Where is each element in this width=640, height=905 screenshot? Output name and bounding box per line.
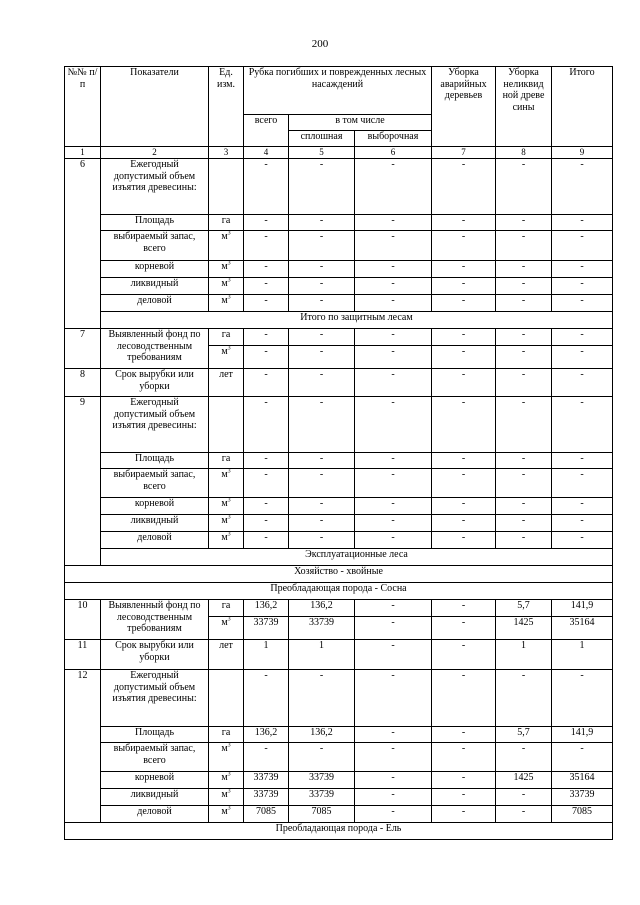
table-cell: 5,7: [496, 727, 552, 743]
row-number: 8: [65, 369, 101, 397]
table-cell: 141,9: [552, 600, 613, 617]
table-cell: 33739: [289, 772, 355, 789]
table-row: [65, 670, 613, 727]
table-cell: -: [355, 346, 432, 369]
table-cell: -: [432, 789, 496, 806]
table-cell: -: [496, 397, 552, 453]
header-emergency: Уборка аварийных деревьев: [432, 67, 496, 147]
table-cell: -: [289, 346, 355, 369]
table-cell: -: [432, 369, 496, 397]
table-cell: -: [552, 231, 613, 261]
table-cell: -: [355, 498, 432, 515]
table-cell: -: [289, 670, 355, 727]
table-cell: -: [496, 346, 552, 369]
table-cell: -: [244, 397, 289, 453]
table-cell: -: [552, 397, 613, 453]
col-number: 9: [552, 147, 613, 159]
unit-cell: $м^3$: [209, 515, 244, 532]
table-cell: -: [432, 532, 496, 549]
table-cell: -: [496, 789, 552, 806]
table-cell: -: [496, 498, 552, 515]
header-indicator: Показатели: [101, 67, 209, 147]
indicator-label: Ежегодный допустимый объем изъятия древесины:: [101, 397, 209, 453]
table-cell: 136,2: [244, 727, 289, 743]
indicator-label: Срок вырубки или уборки: [101, 369, 209, 397]
table-cell: -: [244, 346, 289, 369]
table-cell: -: [496, 806, 552, 823]
table-cell: -: [289, 532, 355, 549]
header-nonliquid: Уборка нeликвид ной древе сины: [496, 67, 552, 147]
indicator-label: Площадь: [101, 453, 209, 469]
unit-cell: $м^3$: [209, 617, 244, 640]
table-cell: -: [552, 369, 613, 397]
table-cell: -: [355, 278, 432, 295]
table-cell: -: [289, 278, 355, 295]
table-row: [65, 397, 613, 453]
table-cell: -: [244, 278, 289, 295]
table-cell: -: [244, 215, 289, 231]
table-cell: -: [432, 159, 496, 215]
table-cell: -: [496, 261, 552, 278]
table-cell: -: [244, 261, 289, 278]
col-number: 5: [289, 147, 355, 159]
table-cell: -: [355, 329, 432, 346]
col-number: 3: [209, 147, 244, 159]
table-row: [65, 515, 613, 532]
header-including: в том числе: [289, 115, 432, 131]
unit-cell: $м^3$: [209, 743, 244, 772]
unit-cell: га: [209, 329, 244, 346]
indicator-label: ликвидный: [101, 789, 209, 806]
table-cell: -: [355, 600, 432, 617]
table-cell: -: [432, 453, 496, 469]
indicator-label: корневой: [101, 498, 209, 515]
table-cell: -: [432, 727, 496, 743]
table-cell: -: [244, 453, 289, 469]
row-number: 11: [65, 640, 101, 670]
header-clear: сплошная: [289, 131, 355, 147]
table-cell: -: [355, 515, 432, 532]
table-cell: -: [244, 469, 289, 498]
table-cell: 33739: [244, 617, 289, 640]
table-cell: -: [552, 215, 613, 231]
indicator-label: деловой: [101, 295, 209, 312]
unit-cell: $м^3$: [209, 231, 244, 261]
table-cell: -: [496, 295, 552, 312]
table-cell: -: [355, 469, 432, 498]
unit-cell: $м^3$: [209, 789, 244, 806]
unit-cell: $м^3$: [209, 278, 244, 295]
table-cell: -: [355, 772, 432, 789]
header-total-all: всего: [244, 115, 289, 147]
unit-cell: $м^3$: [209, 532, 244, 549]
table-cell: -: [289, 261, 355, 278]
table-cell: -: [289, 159, 355, 215]
table-row: [65, 600, 613, 617]
table-cell: -: [432, 498, 496, 515]
indicator-label: Выявленный фонд по лесоводственным требованиям: [101, 329, 209, 369]
indicator-label: выбираемый запас, всего: [101, 469, 209, 498]
section-title: Эксплуатационные леса: [101, 549, 613, 566]
indicator-label: Ежегодный допустимый объем изъятия древесины:: [101, 159, 209, 215]
table-cell: -: [432, 346, 496, 369]
table-cell: -: [244, 295, 289, 312]
table-row: [65, 278, 613, 295]
table-cell: 35164: [552, 617, 613, 640]
table-cell: -: [496, 159, 552, 215]
unit-cell: лет: [209, 640, 244, 670]
table-cell: -: [432, 295, 496, 312]
table-cell: -: [496, 515, 552, 532]
unit-cell: $м^3$: [209, 469, 244, 498]
section-title: Преобладающая порода - Сосна: [65, 583, 613, 600]
table-row: [65, 295, 613, 312]
table-cell: -: [432, 278, 496, 295]
table-cell: -: [355, 295, 432, 312]
table-cell: 7085: [552, 806, 613, 823]
table-cell: 1425: [496, 772, 552, 789]
table-cell: -: [289, 231, 355, 261]
table-cell: -: [496, 532, 552, 549]
unit-cell: га: [209, 727, 244, 743]
table-row: [65, 329, 613, 346]
table-cell: 35164: [552, 772, 613, 789]
section-title: Итого по защитным лесам: [101, 312, 613, 329]
col-number: 8: [496, 147, 552, 159]
table-cell: -: [496, 231, 552, 261]
section-row: [65, 823, 613, 840]
table-cell: -: [355, 789, 432, 806]
table-cell: -: [355, 453, 432, 469]
column-numbers-row: [65, 147, 613, 159]
table-cell: -: [244, 329, 289, 346]
table-cell: -: [432, 469, 496, 498]
table-cell: -: [552, 329, 613, 346]
header-num: №№ п/п: [65, 67, 101, 147]
table-row: [65, 453, 613, 469]
unit-cell: га: [209, 215, 244, 231]
table-cell: -: [496, 278, 552, 295]
table-cell: -: [432, 231, 496, 261]
table-cell: -: [552, 498, 613, 515]
header-selective: выборочная: [355, 131, 432, 147]
table-cell: -: [355, 261, 432, 278]
indicator-label: корневой: [101, 772, 209, 789]
table-cell: -: [289, 295, 355, 312]
table-cell: -: [496, 329, 552, 346]
indicator-label: Площадь: [101, 727, 209, 743]
table-cell: -: [552, 453, 613, 469]
table-row: [65, 806, 613, 823]
table-cell: -: [552, 532, 613, 549]
table-cell: 1: [552, 640, 613, 670]
table-cell: -: [496, 670, 552, 727]
table-cell: -: [552, 515, 613, 532]
col-number: 2: [101, 147, 209, 159]
table-cell: -: [432, 617, 496, 640]
header-total: Итого: [552, 67, 613, 147]
table-cell: 33739: [244, 772, 289, 789]
table-row: [65, 789, 613, 806]
table-cell: -: [289, 329, 355, 346]
table-cell: -: [432, 261, 496, 278]
col-number: 6: [355, 147, 432, 159]
table-cell: -: [289, 453, 355, 469]
unit-cell: га: [209, 453, 244, 469]
table-cell: -: [432, 329, 496, 346]
table-cell: -: [244, 670, 289, 727]
table-cell: 5,7: [496, 600, 552, 617]
indicator-label: ликвидный: [101, 278, 209, 295]
row-number: 10: [65, 600, 101, 640]
table-cell: -: [355, 727, 432, 743]
table-row: [65, 369, 613, 397]
col-number: 4: [244, 147, 289, 159]
table-cell: -: [432, 772, 496, 789]
table-cell: 1: [244, 640, 289, 670]
row-number: 7: [65, 329, 101, 369]
table-cell: -: [552, 670, 613, 727]
table-cell: -: [355, 159, 432, 215]
unit-cell: $м^3$: [209, 261, 244, 278]
indicator-label: деловой: [101, 532, 209, 549]
table-cell: -: [244, 515, 289, 532]
section-row: [65, 312, 613, 329]
indicator-label: деловой: [101, 806, 209, 823]
table-cell: -: [289, 469, 355, 498]
unit-cell: га: [209, 600, 244, 617]
table-cell: 1425: [496, 617, 552, 640]
table-cell: -: [432, 640, 496, 670]
indicator-label: Выявленный фонд по лесоводственным требованиям: [101, 600, 209, 640]
table-cell: -: [432, 515, 496, 532]
table-cell: -: [244, 159, 289, 215]
row-number: 9: [65, 397, 101, 566]
table-row: [65, 498, 613, 515]
forest-felling-table: [64, 66, 613, 840]
table-cell: -: [552, 159, 613, 215]
header-unit: Ед. изм.: [209, 67, 244, 147]
table-cell: -: [496, 215, 552, 231]
table-cell: -: [355, 743, 432, 772]
table-cell: -: [552, 743, 613, 772]
table-cell: -: [496, 743, 552, 772]
section-title: Преобладающая порода - Ель: [65, 823, 613, 840]
table-cell: -: [244, 498, 289, 515]
table-cell: 141,9: [552, 727, 613, 743]
unit-cell: $м^3$: [209, 806, 244, 823]
table-cell: 7085: [244, 806, 289, 823]
section-row: [65, 583, 613, 600]
table-cell: -: [355, 397, 432, 453]
table-cell: -: [432, 743, 496, 772]
page-number: 200: [311, 38, 329, 50]
table-cell: -: [244, 369, 289, 397]
header-felling: Рубка погибших и поврежденных лесных насаждений: [244, 67, 432, 115]
table-cell: 1: [289, 640, 355, 670]
table-cell: -: [496, 369, 552, 397]
table-row: [65, 215, 613, 231]
table-cell: 136,2: [289, 727, 355, 743]
table-row: [65, 743, 613, 772]
table-cell: -: [244, 532, 289, 549]
indicator-label: ликвидный: [101, 515, 209, 532]
table-cell: 136,2: [289, 600, 355, 617]
indicator-label: Срок вырубки или уборки: [101, 640, 209, 670]
unit-cell: лет: [209, 369, 244, 397]
table-cell: -: [552, 261, 613, 278]
unit-cell: $м^3$: [209, 295, 244, 312]
table-cell: -: [355, 640, 432, 670]
table-cell: -: [432, 215, 496, 231]
indicator-label: Ежегодный допустимый объем изъятия древесины:: [101, 670, 209, 727]
table-cell: 136,2: [244, 600, 289, 617]
table-cell: -: [432, 600, 496, 617]
section-row: [65, 549, 613, 566]
table-cell: -: [432, 397, 496, 453]
table-cell: -: [552, 278, 613, 295]
table-cell: -: [355, 369, 432, 397]
table-cell: -: [289, 215, 355, 231]
table-row: [65, 159, 613, 215]
col-number: 7: [432, 147, 496, 159]
table-cell: -: [432, 806, 496, 823]
table-cell: -: [355, 215, 432, 231]
section-row: [65, 566, 613, 583]
table-cell: -: [552, 346, 613, 369]
col-number: 1: [65, 147, 101, 159]
table-row: [65, 640, 613, 670]
table-row: [65, 727, 613, 743]
row-number: 6: [65, 159, 101, 329]
table-row: [65, 772, 613, 789]
table-cell: -: [355, 806, 432, 823]
table-cell: -: [289, 515, 355, 532]
table-cell: -: [496, 469, 552, 498]
indicator-label: выбираемый запас, всего: [101, 231, 209, 261]
table-cell: -: [552, 469, 613, 498]
table-cell: -: [355, 532, 432, 549]
table-cell: -: [552, 295, 613, 312]
table-cell: -: [244, 231, 289, 261]
row-number: 12: [65, 670, 101, 823]
table-cell: -: [289, 743, 355, 772]
table-row: [65, 532, 613, 549]
unit-cell: $м^3$: [209, 498, 244, 515]
table-cell: -: [496, 453, 552, 469]
table-cell: 33739: [244, 789, 289, 806]
table-cell: 1: [496, 640, 552, 670]
table-row: [65, 261, 613, 278]
indicator-label: корневой: [101, 261, 209, 278]
table-cell: -: [355, 670, 432, 727]
table-cell: -: [355, 617, 432, 640]
table-cell: -: [432, 670, 496, 727]
indicator-label: Площадь: [101, 215, 209, 231]
unit-cell: $м^3$: [209, 346, 244, 369]
table-cell: -: [244, 743, 289, 772]
unit-cell: $м^3$: [209, 772, 244, 789]
table-cell: -: [289, 498, 355, 515]
indicator-label: выбираемый запас, всего: [101, 743, 209, 772]
table-cell: -: [289, 397, 355, 453]
table-row: [65, 469, 613, 498]
table-cell: 33739: [289, 789, 355, 806]
table-cell: -: [289, 369, 355, 397]
table-row: [65, 231, 613, 261]
table-cell: 33739: [552, 789, 613, 806]
section-title: Хозяйство - хвойные: [65, 566, 613, 583]
table-cell: 7085: [289, 806, 355, 823]
table-cell: 33739: [289, 617, 355, 640]
table-cell: -: [355, 231, 432, 261]
